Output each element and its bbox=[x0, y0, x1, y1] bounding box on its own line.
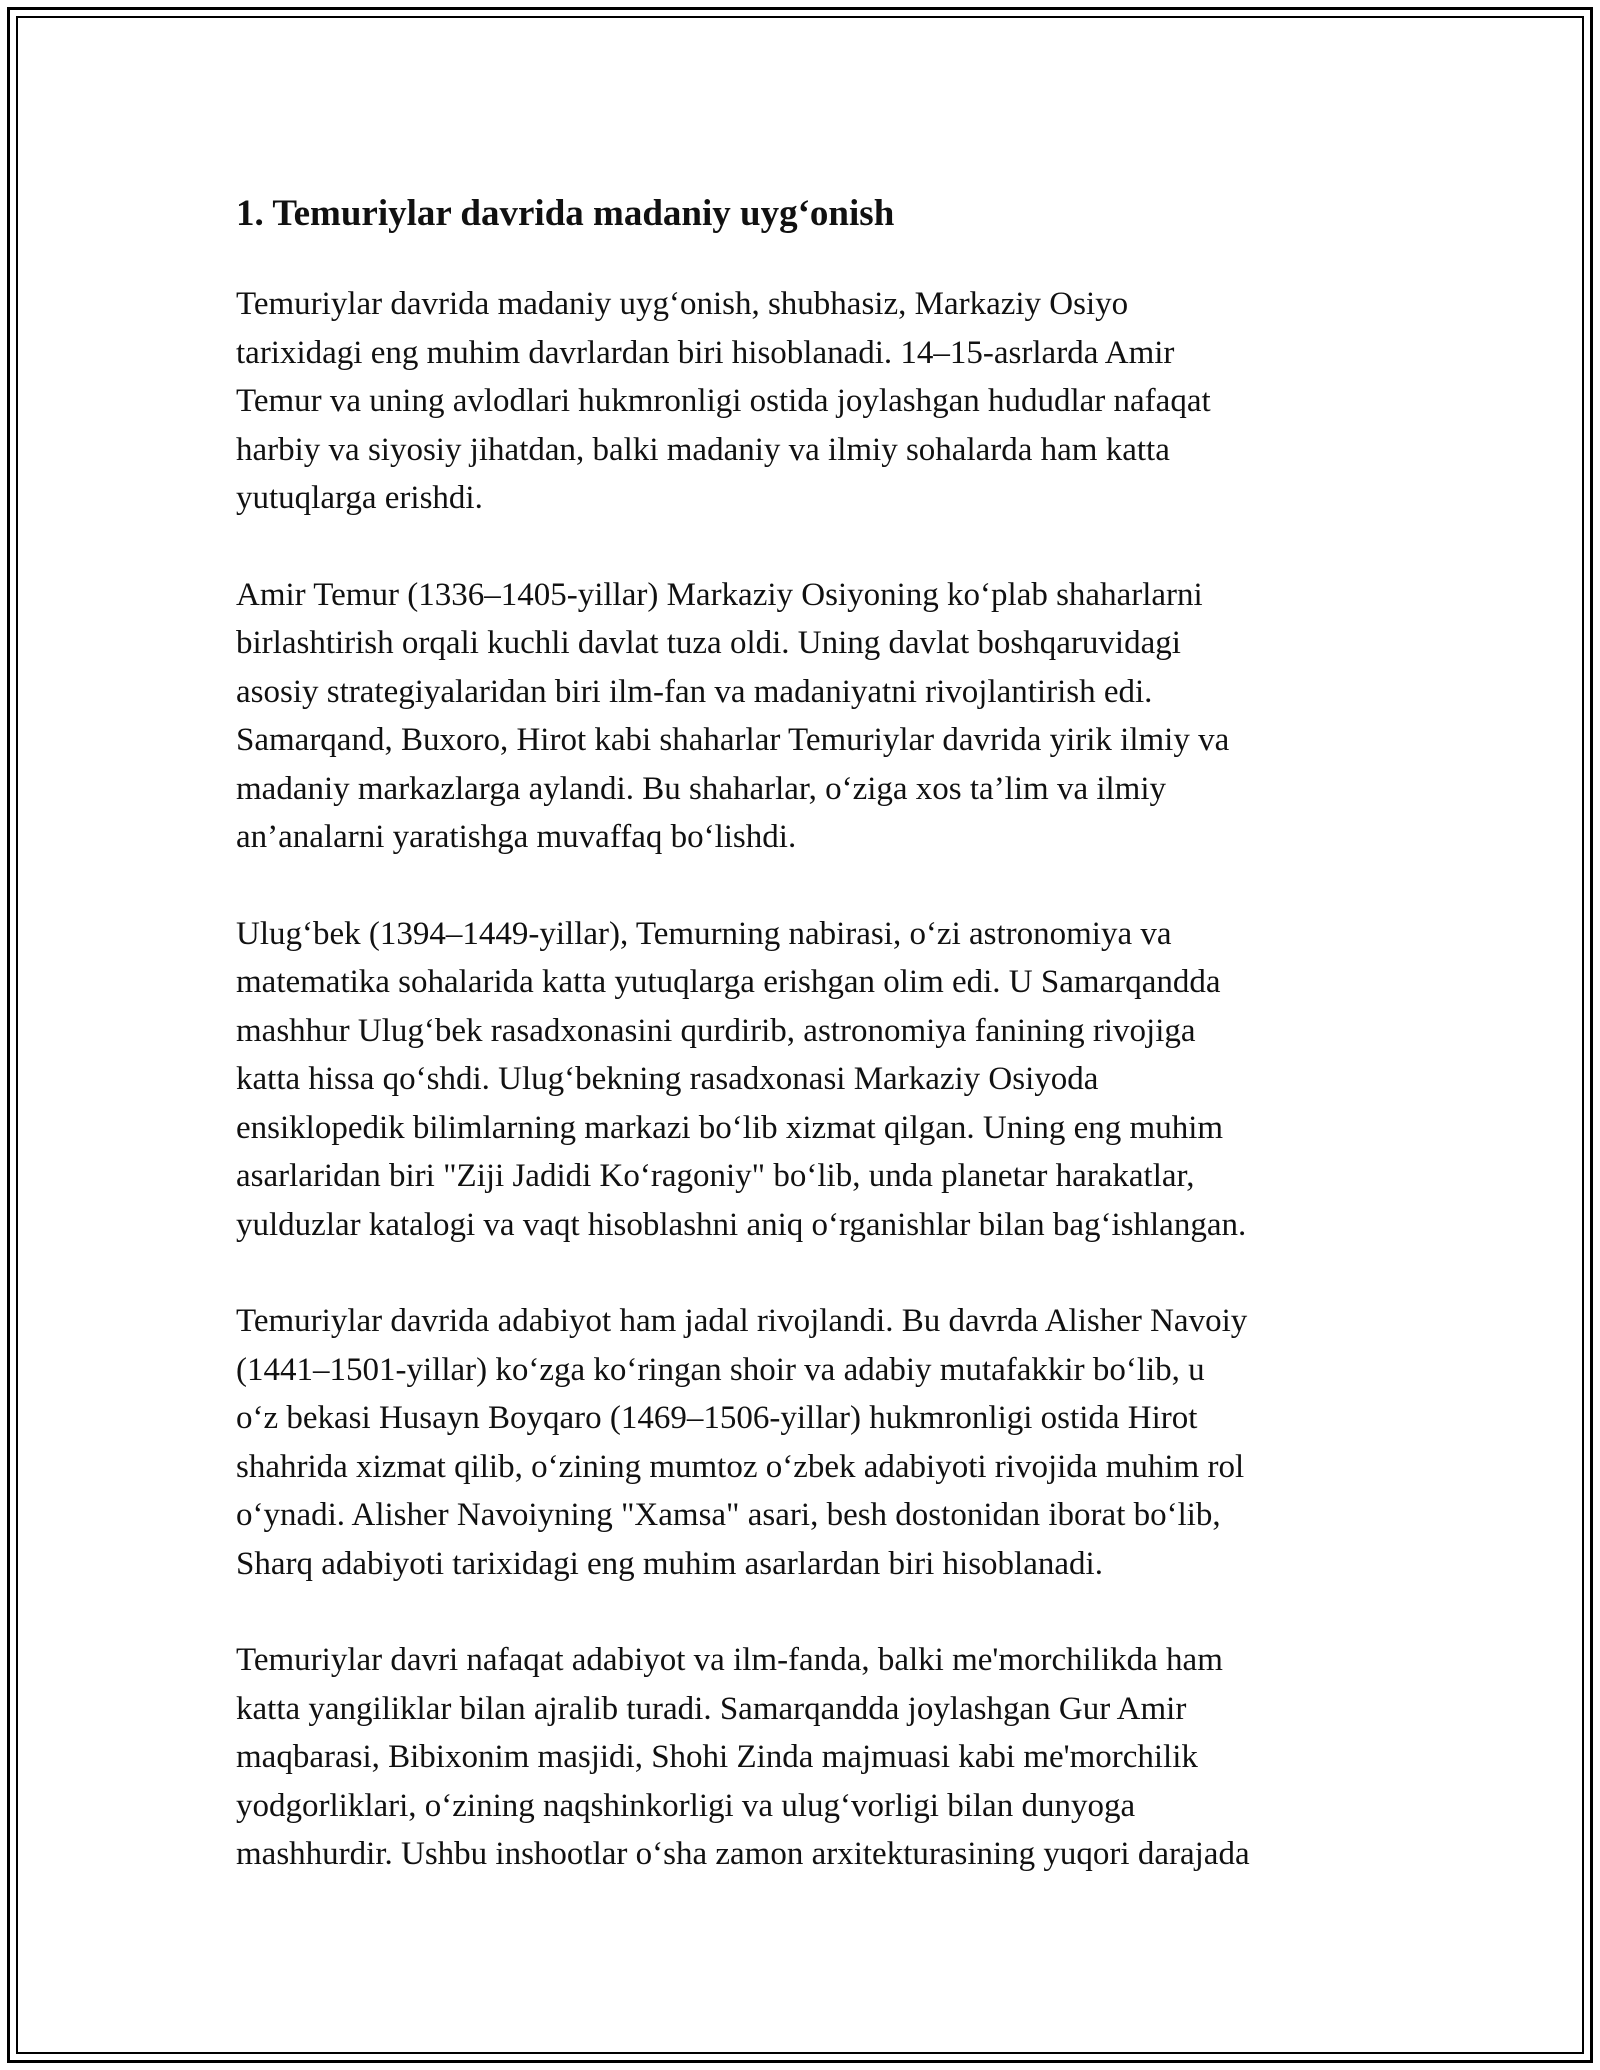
text-line: yutuqlarga erishdi. bbox=[236, 480, 483, 516]
paragraph-3 bbox=[236, 910, 1366, 1250]
text-line: madaniy markazlarga aylandi. Bu shaharlar, o‘ziga xos ta’lim va ilmiy bbox=[236, 770, 1167, 807]
text-line: Temuriylar davrida adabiyot ham jadal rivojlandi. Bu davrda Alisher Navoiy bbox=[236, 1303, 1248, 1339]
text-line: harbiy va siyosiy jihatdan, balki madaniy va ilmiy sohalarda ham katta bbox=[236, 431, 1170, 468]
text-line: o‘ynadi. Alisher Navoiyning "Xamsa" asari, besh dostonidan iborat bo‘lib, bbox=[236, 1497, 1221, 1533]
document-body bbox=[236, 188, 1366, 1879]
text-line: Temur va uning avlodlari hukmronligi ostida joylashgan hududlar nafaqat bbox=[236, 383, 1211, 419]
text-line: mashhur Ulug‘bek rasadxonasini qurdirib, astronomiya fanining rivojiga bbox=[236, 1012, 1196, 1049]
paragraph-2 bbox=[236, 571, 1366, 862]
text-line: ensiklopedik bilimlarning markazi bo‘lib xizmat qilgan. Uning eng muhim bbox=[236, 1109, 1224, 1146]
text-line: maqbarasi, Bibixonim masjidi, Shohi Zinda majmuasi kabi me'morchilik bbox=[236, 1739, 1198, 1775]
text-line: mashhurdir. Ushbu inshootlar o‘sha zamon arxitekturasining yuqori darajada bbox=[236, 1836, 1250, 1872]
paragraph-5 bbox=[236, 1636, 1366, 1879]
paragraph-list bbox=[236, 280, 1366, 1879]
text-line: an’analarni yaratishga muvaffaq bo‘lishdi. bbox=[236, 819, 797, 855]
text-line: yulduzlar katalogi va vaqt hisoblashni aniq o‘rganishlar bilan bag‘ishlangan. bbox=[236, 1206, 1247, 1243]
text-line: birlashtirish orqali kuchli davlat tuza oldi. Uning davlat boshqaruvidagi bbox=[236, 625, 1181, 661]
text-line: katta yangiliklar bilan ajralib turadi. Samarqandda joylashgan Gur Amir bbox=[236, 1690, 1187, 1727]
text-line: asarlaridan biri "Ziji Jadidi Ko‘ragoniy" bo‘lib, unda planetar harakatlar, bbox=[236, 1158, 1195, 1194]
section-heading: 1. Temuriylar davrida madaniy uyg‘onish bbox=[236, 193, 895, 234]
text-line: yodgorliklari, o‘zining naqshinkorligi va ulug‘vorligi bilan dunyoga bbox=[236, 1787, 1136, 1824]
text-line: Temuriylar davrida madaniy uyg‘onish, shubhasiz, Markaziy Osiyo bbox=[236, 286, 1129, 322]
text-line: Samarqand, Buxoro, Hirot kabi shaharlar Temuriylar davrida yirik ilmiy va bbox=[236, 722, 1230, 758]
text-line: shahrida xizmat qilib, o‘zining mumtoz o‘zbek adabiyoti rivojida muhim rol bbox=[236, 1448, 1245, 1485]
paragraph-1 bbox=[236, 280, 1366, 523]
text-line: Temuriylar davri nafaqat adabiyot va ilm-fanda, balki me'morchilikda ham bbox=[236, 1642, 1223, 1678]
text-line: o‘z bekasi Husayn Boyqaro (1469–1506-yillar) hukmronligi ostida Hirot bbox=[236, 1400, 1198, 1436]
text-line: Sharq adabiyoti tarixidagi eng muhim asarlardan biri hisoblanadi. bbox=[236, 1545, 1103, 1582]
text-line: katta hissa qo‘shdi. Ulug‘bekning rasadxonasi Markaziy Osiyoda bbox=[236, 1061, 1099, 1097]
text-line: Amir Temur (1336–1405-yillar) Markaziy Osiyoning ko‘plab shaharlarni bbox=[236, 576, 1203, 613]
text-line: matematika sohalarida katta yutuqlarga erishgan olim edi. U Samarqandda bbox=[236, 964, 1221, 1000]
paragraph-4 bbox=[236, 1297, 1366, 1588]
text-line: tarixidagi eng muhim davrlardan biri hisoblanadi. 14–15-asrlarda Amir bbox=[236, 334, 1175, 371]
text-line: Ulug‘bek (1394–1449-yillar), Temurning nabirasi, o‘zi astronomiya va bbox=[236, 915, 1172, 952]
text-line: asosiy strategiyalaridan biri ilm-fan va madaniyatni rivojlantirish edi. bbox=[236, 673, 1153, 710]
text-line: (1441–1501-yillar) ko‘zga ko‘ringan shoir va adabiy mutafakkir bo‘lib, u bbox=[236, 1351, 1205, 1388]
